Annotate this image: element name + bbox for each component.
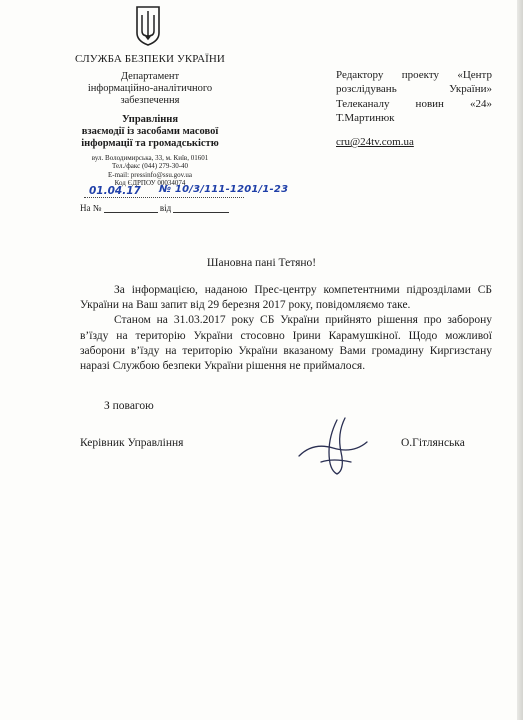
addressee-line: розслідувань України»	[336, 83, 492, 96]
handwritten-number: № 10/3/111-1201/1-23	[159, 184, 289, 195]
signatory-name: О.Гітлянська	[401, 437, 465, 449]
signature-icon	[293, 412, 377, 478]
department-line: забезпечення	[120, 95, 180, 107]
directorate-line: взаємодії із засобами масової	[81, 126, 219, 138]
addressee-line: Телеканалу новин «24»	[336, 97, 492, 110]
directorate-name	[60, 114, 240, 150]
organization-name: СЛУЖБА БЕЗПЕКИ УКРАЇНИ	[75, 53, 225, 65]
contact-details	[60, 154, 240, 187]
addressee-line: Т.Мартинюк	[336, 111, 395, 124]
department-line: Департамент	[120, 71, 180, 82]
reference-line	[80, 203, 229, 213]
department-name	[60, 71, 240, 107]
addressee-block	[336, 68, 492, 125]
reference-blank	[104, 203, 158, 213]
addressee-email[interactable]: cru@24tv.com.ua	[336, 136, 414, 148]
reference-prefix: На №	[80, 203, 102, 213]
salutation: Шановна пані Тетяно!	[206, 257, 317, 269]
contact-email: E-mail: pressinfo@ssu.gov.ua	[108, 170, 192, 179]
contact-phone: Тел./факс (044) 279-30-40	[111, 162, 189, 171]
handwritten-date: 01.04.17	[89, 185, 141, 197]
coat-of-arms-icon	[134, 5, 162, 47]
letter-body	[80, 283, 492, 374]
contact-code: Код ЄДРПОУ 00034074	[114, 178, 186, 187]
reference-from: від	[159, 203, 172, 213]
closing: З повагою	[104, 400, 154, 412]
contact-address: вул. Володимирська, 33, м. Київ, 01601	[91, 154, 209, 162]
body-paragraph: Станом на 31.03.2017 року СБ України прийнято рішення про заборону в’їзду на територію України стосовно Ірини Карамушкіної. Щодо можливої заборони в’їзду на територію України вказаному Вами громадину Киргизстану наразі Службою безпеки України рішення не приймалося.	[80, 314, 492, 372]
addressee-line: Редактору проекту «Центр	[336, 69, 492, 81]
date-underline	[84, 197, 244, 198]
scan-edge	[517, 0, 523, 720]
body-paragraph: За інформацією, наданою Прес-центру компетентними підрозділами СБ України на Ваш запит від 29 березня 2017 року, повідомляємо таке.	[80, 284, 492, 312]
directorate-line: інформації та громадськістю	[81, 138, 219, 150]
signatory-title: Керівник Управління	[80, 437, 184, 449]
department-line: інформаційно-аналітичного	[87, 83, 213, 95]
reference-date-blank	[173, 203, 229, 213]
directorate-line: Управління	[121, 114, 179, 125]
